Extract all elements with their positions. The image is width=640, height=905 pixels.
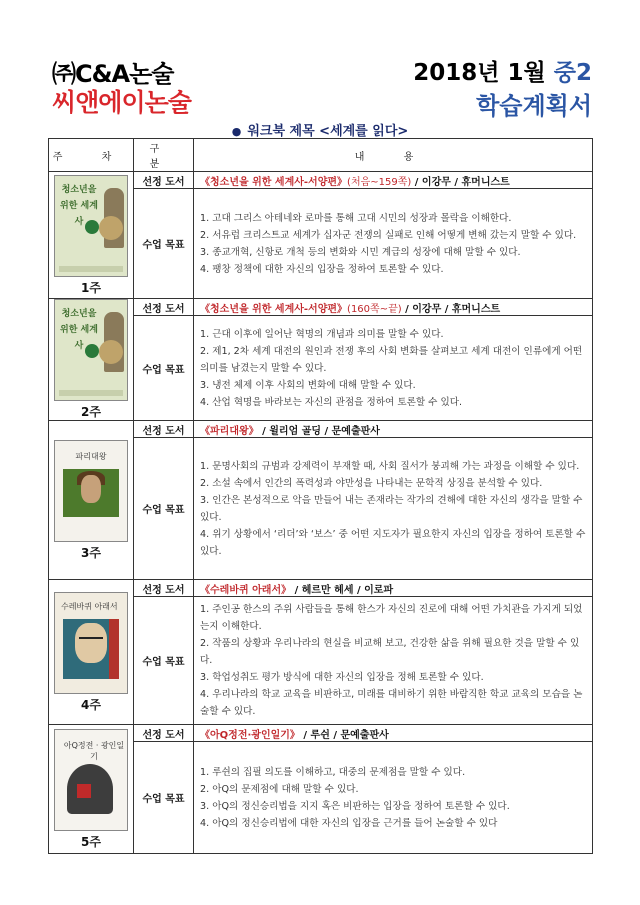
goal-item: 2. 제1, 2차 세계 대전의 원인과 전쟁 후의 사회 변화를 살펴보고 세계 대전이 인류에게 어떤 의미를 남겼는지 말할 수 있다. [200,345,583,374]
workbook-label: 워크북 제목 <세계를 읽다> [247,124,409,139]
week-label: 4주 [81,697,101,712]
book-row [49,421,593,438]
goal-label: 수업 목표 [134,742,194,854]
cover-title: 아Q정전 · 광인일기 [63,740,125,761]
goal-label: 수업 목표 [134,189,194,299]
cover-title: 청소년을 위한 세계사 [60,184,98,227]
week-cell [49,725,134,854]
goals-list [194,742,593,854]
goal-item: 4. 아Q의 정신승리법에 대한 자신의 입장을 근거를 들어 논술할 수 있다 [200,817,498,829]
goal-item: 3. 종교개혁, 신항로 개척 등의 변화와 시민 계급의 성장에 대해 말할 수 있다. [200,246,521,258]
book-title: 《수레바퀴 아래서》 [200,584,292,596]
brand-logo-korean: 씨앤에이논술 [52,88,191,117]
table-header-row [49,139,593,172]
book-label: 선정 도서 [134,421,194,438]
book-row [49,299,593,316]
cover-glasses [79,637,103,645]
goal-item: 1. 고대 그리스 아테네와 로마를 통해 고대 시민의 성장과 몰락을 이해한다. [200,212,512,224]
book-label: 선정 도서 [134,580,194,597]
cover-stripe [109,619,119,679]
brand-logo-text: ㈜C&A논술 [52,60,174,88]
page-header [0,0,640,150]
goal-item: 1. 루쉰의 집필 의도를 이해하고, 대중의 문제점을 말할 수 있다. [200,766,466,778]
book-cover-image [54,729,128,831]
page-range: (처음~159쪽) [347,176,412,188]
cover-ornament [99,216,123,240]
week-label: 2주 [81,405,101,419]
week-cell [49,421,134,580]
goal-item: 4. 팽창 정책에 대한 자신의 입장을 정하여 토론할 수 있다. [200,263,444,275]
week-label: 5주 [81,834,101,849]
goals-list [194,316,593,421]
goal-item: 4. 우리나라의 학교 교육을 비판하고, 미래를 대비하기 위한 바람직한 학교 교육의 모습을 논술할 수 있다. [200,689,583,717]
goal-item: 3. 아Q의 정신승리법을 지지 혹은 비판하는 입장을 정하여 토론할 수 있다. [200,800,510,812]
book-row [49,725,593,742]
workbook-title [0,120,640,139]
grade-label: 중2 [553,60,592,86]
goal-item: 3. 냉전 체제 이후 사회의 변화에 대해 말할 수 있다. [200,379,416,391]
week-cell [49,580,134,725]
book-info [194,421,593,438]
page-range: (160쪽~끝) [347,303,402,315]
book-author: / 윌리엄 골딩 / 문예출판사 [258,425,380,437]
book-title: 《청소년을 위한 세계사-서양편》 [200,303,348,315]
book-title: 《청소년을 위한 세계사-서양편》 [200,176,348,188]
book-cover-image [54,440,128,542]
goal-item: 4. 위기 상황에서 ‘리더’와 ‘보스’ 중 어떤 지도자가 필요한지 자신의 입장을 정하여 토론할 수 있다. [200,528,586,557]
goal-item: 3. 학업성취도 평가 방식에 대한 자신의 입장을 정해 토론할 수 있다. [200,672,484,683]
week-label: 1주 [81,280,101,295]
cover-title: 청소년을 위한 세계사 [60,309,98,351]
goals-list [194,189,593,299]
header-content: 내 용 [194,139,593,172]
book-info [194,580,593,597]
book-title: 《아Q정전·광인일기》 [200,729,300,741]
book-title: 《파리대왕》 [200,425,259,437]
date-label: 2018년 1월 [413,60,554,86]
book-author: / 헤르만 헤세 / 이로파 [291,584,394,596]
goal-item: 1. 주인공 한스의 주위 사람들을 통해 한스가 자신의 진로에 대해 어떤 가치관을 가지게 되었는지 이해한다. [200,604,583,632]
book-author: / 루쉰 / 문예출판사 [299,729,389,741]
page-title: 학습계획서 [476,92,592,120]
book-cover-image [54,299,128,401]
plan-table [48,138,593,854]
goal-item: 1. 근대 이후에 일어난 혁명의 개념과 의미를 말할 수 있다. [200,328,444,340]
cover-title: 파리대왕 [75,451,107,461]
book-label: 선정 도서 [134,299,194,316]
cover-footer [59,266,123,272]
book-info [194,172,593,189]
book-cover-image [54,592,128,694]
bullet-icon: ● [231,125,242,138]
cover-title: 수레바퀴 아래서 [61,601,118,611]
goal-item: 3. 인간은 본성적으로 악을 만들어 내는 존재라는 작가의 견해에 대한 자신의 생각을 말할 수 있다. [200,494,583,523]
goal-label: 수업 목표 [134,316,194,421]
book-info [194,725,593,742]
week-cell [49,299,134,421]
cover-face [81,475,101,503]
date-grade [413,54,592,87]
book-info [194,299,593,316]
cover-ornament [99,340,123,364]
goals-list [194,438,593,580]
goal-item: 2. 작품의 상황과 우리나라의 현실을 비교해 보고, 건강한 삶을 위해 필요한 것을 말할 수 있다. [200,638,580,666]
book-cover-image [54,175,128,277]
week-label: 3주 [81,545,101,560]
cover-footer [59,390,123,396]
goal-item: 2. 아Q의 문제점에 대해 말할 수 있다. [200,783,359,795]
goal-item: 4. 산업 혁명을 바라보는 자신의 관점을 정하여 토론할 수 있다. [200,396,463,408]
week-cell [49,172,134,299]
book-label: 선정 도서 [134,172,194,189]
goal-item: 2. 서유럽 크리스트교 세계가 십자군 전쟁의 실패로 인해 어떻게 변해 갔는지 말할 수 있다. [200,229,577,241]
header-division: 구 분 [134,139,194,172]
book-row [49,580,593,597]
book-row [49,172,593,189]
goal-item: 2. 소설 속에서 인간의 폭력성과 야만성을 나타내는 문학적 상징을 분석할 수 있다. [200,477,543,489]
header-week: 주 차 [49,139,134,172]
goal-label: 수업 목표 [134,597,194,725]
book-author: / 이강무 / 휴머니스트 [401,303,501,315]
goal-label: 수업 목표 [134,438,194,580]
cover-seal [77,784,91,798]
book-author: / 이강무 / 휴머니스트 [411,176,510,188]
goals-list [194,597,593,725]
book-label: 선정 도서 [134,725,194,742]
goal-item: 1. 문명사회의 규범과 강제력이 부재할 때, 사회 질서가 붕괴해 가는 과정을 이해할 수 있다. [200,460,580,472]
